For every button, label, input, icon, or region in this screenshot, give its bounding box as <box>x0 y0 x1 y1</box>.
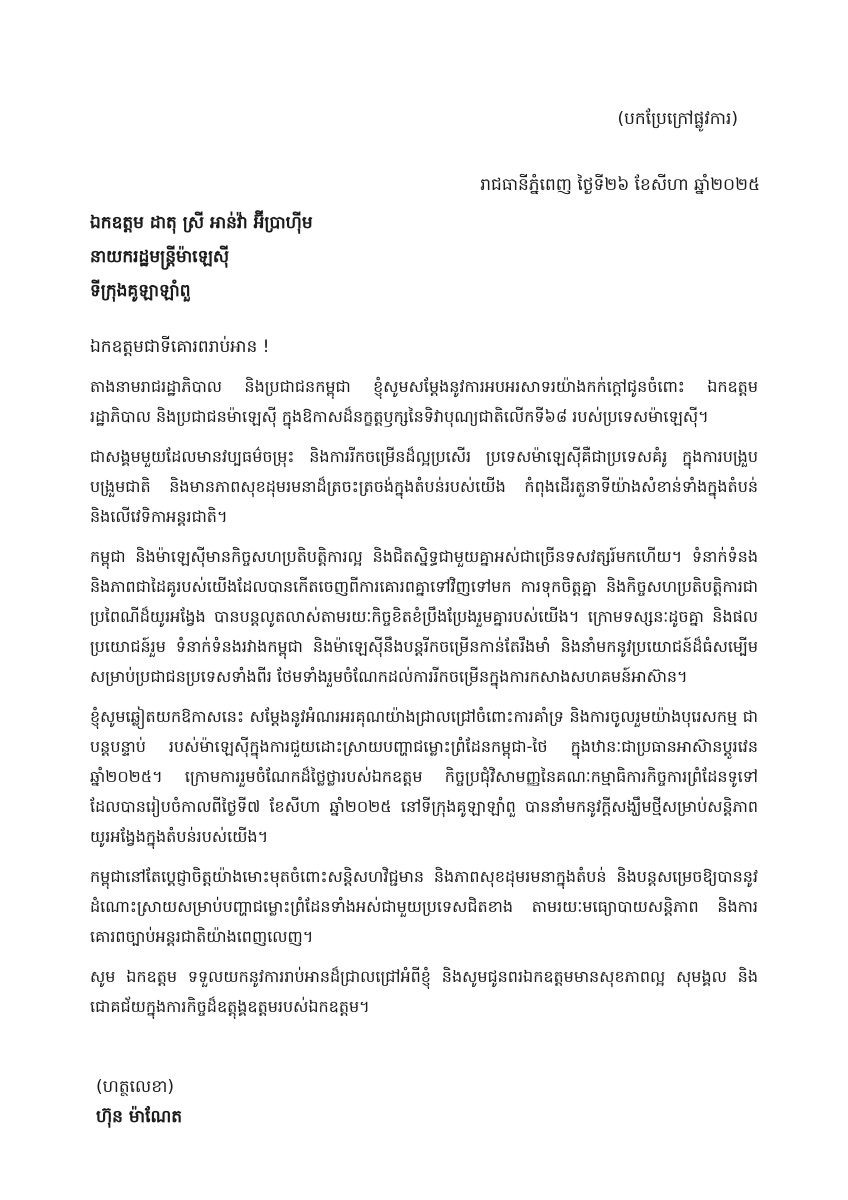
signature-note: (ហត្ថលេខា) <box>96 1077 175 1097</box>
signature-block <box>96 1072 182 1132</box>
recipient-title: នាយករដ្ឋមន្ត្រីម៉ាឡេស៊ី <box>90 247 230 267</box>
translation-note: (បកប្រែក្រៅផ្លូវការ) <box>617 109 738 129</box>
paragraph-2: ជាសង្គមមួយដែលមានវប្បធម៌ចម្រុះ និងការរីកចម្រើនដ៏ល្អប្រសើរ ប្រទេសម៉ាឡេស៊ីគឺជាប្រទេសគំរូ ក្នុងការបង្រួបបង្រួមជាតិ និងមានភាពសុខដុមរមនាដ៏ត្រចះត្រចង់ក្នុងតំបន់របស់យើង កំពុងដើរតួនាទីយ៉ាងសំខាន់ទាំងក្នុងតំបន់ និងលើវេទិកាអន្តរជាតិ។ <box>90 447 758 526</box>
paragraph-5: កម្ពុជានៅតែប្តេជ្ញាចិត្តយ៉ាងមោះមុតចំពោះសន្តិសហវិជ្ជមាន និងភាពសុខដុមរមនាក្នុងតំបន់ និងបន្តសម្រេចឱ្យបាននូវដំណោះស្រាយសម្រាប់បញ្ហាជម្លោះព្រំដែនទាំងអស់ជាមួយប្រទេសជិតខាង តាមរយៈមធ្យោបាយសន្តិភាព និងការគោរពច្បាប់អន្តរជាតិយ៉ាងពេញលេញ។ <box>90 867 758 946</box>
letter-date: រាជធានីភ្នំពេញ ថ្ងៃទី២៦ ខែសីហា ឆ្នាំ២០២៥ <box>480 175 760 195</box>
letter-body <box>90 372 758 1032</box>
signatory-name: ហ៊ុន ម៉ាណែត <box>96 1107 183 1127</box>
salutation: ឯកឧត្តមជាទីគោរពរាប់អាន ! <box>90 337 270 357</box>
paragraph-3: កម្ពុជា និងម៉ាឡេស៊ីមានកិច្ចសហប្រតិបត្តិការល្អ និងជិតស្និទ្ធជាមួយគ្នាអស់ជាច្រើនទសវត្សរ៍មកហើយ។ ទំនាក់ទំនង និងភាពជាដៃគូរបស់យើងដែលបានកើតចេញពីការគោរពគ្នាទៅវិញទៅមក ការទុកចិត្តគ្នា និងកិច្ចសហប្រតិបត្តិការជាប្រពៃណីដ៏យូរអង្វែង បានបន្តលូតលាស់តាមរយៈកិច្ចខិតខំប្រឹងប្រែងរួមគ្នារបស់យើង។ ក្រោមទស្សនៈដូចគ្នា និងផលប្រយោជន៍រួម ទំនាក់ទំនងរវាងកម្ពុជា និងម៉ាឡេស៊ីនឹងបន្តរីកចម្រើនកាន់តែរឹងមាំ និងនាំមកនូវប្រយោជន៍ដ៏ធំសម្បើមសម្រាប់ប្រជាជនប្រទេសទាំងពីរ ថែមទាំងរួមចំណែកដល់ការរីកចម្រើនក្នុងការកសាងសហគមន៍អាស៊ាន។ <box>90 547 758 686</box>
recipient-name: ឯកឧត្តម ដាតុ ស្រី អាន់វ៉ា អ៊ីប្រាហ៊ីម <box>90 213 313 233</box>
recipient-city: ទីក្រុងគូឡាឡាំពួ <box>90 281 191 301</box>
paragraph-1: តាងនាមរាជរដ្ឋាភិបាល និងប្រជាជនកម្ពុជា ខ្ញុំសូមសម្តែងនូវការអបអរសាទរយ៉ាងកក់ក្តៅជូនចំពោះ ឯកឧត្តម រដ្ឋាភិបាល និងប្រជាជនម៉ាឡេស៊ី ក្នុងឱកាសដ៏នក្ខត្តឫក្សនៃទិវាបុណ្យជាតិលើកទី៦៨ របស់ប្រទេសម៉ាឡេស៊ី។ <box>90 377 758 426</box>
paragraph-6: សូម ឯកឧត្តម ទទួលយកនូវការរាប់អានដ៏ជ្រាលជ្រៅអំពីខ្ញុំ និងសូមជូនពរឯកឧត្តមមានសុខភាពល្អ សុមង្គល និងជោគជ័យក្នុងការកិច្ចដ៏ឧត្តុង្គឧត្តមរបស់ឯកឧត្តម។ <box>90 967 758 1016</box>
paragraph-4: ខ្ញុំសូមឆ្លៀតយកឱកាសនេះ សម្តែងនូវអំណរអរគុណយ៉ាងជ្រាលជ្រៅចំពោះការគាំទ្រ និងការចូលរួមយ៉ាងបុរេសកម្ម ជាបន្តបន្ទាប់ របស់ម៉ាឡេស៊ីក្នុងការជួយដោះស្រាយបញ្ហាជម្លោះព្រំដែនកម្ពុជា-ថៃ ក្នុងឋានៈជាប្រធានអាស៊ានប្តូរវេន ឆ្នាំ២០២៥។ ក្រោមការរួមចំណែកដ៏ថ្លៃថ្លារបស់ឯកឧត្តម កិច្ចប្រជុំវិសាមញ្ញនៃគណៈកម្មាធិការកិច្ចការព្រំដែនទូទៅ ដែលបានរៀបចំកាលពីថ្ងៃទី៧ ខែសីហា ឆ្នាំ២០២៥ នៅទីក្រុងគូឡាឡាំពួ បាននាំមកនូវក្តីសង្ឃឹមថ្មីសម្រាប់សន្តិភាពយូរអង្វែងក្នុងតំបន់របស់យើង។ <box>90 707 758 846</box>
recipient-block <box>90 206 313 308</box>
